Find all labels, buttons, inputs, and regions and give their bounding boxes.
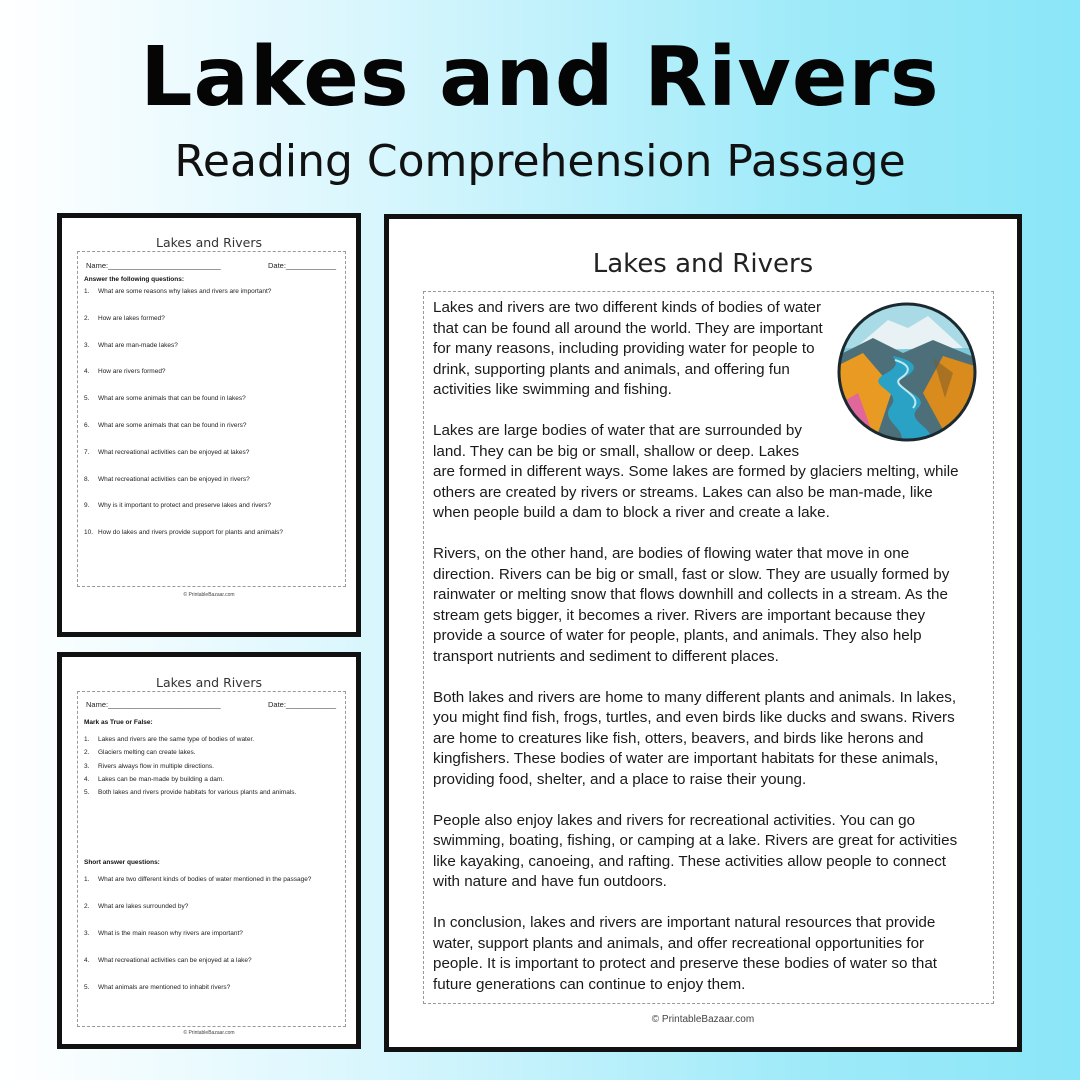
item-number: 2. [84, 749, 90, 757]
item-number: 1. [84, 736, 90, 743]
true-false-item [84, 763, 214, 770]
passage-paragraph: Rivers, on the other hand, are bodies of flowing water that move in one direction. Rivers can be big or small, fast or slow. They are usually formed by rainwater or melting snow that flows downhill and collects in a stream. As the stream gets bigger, it becomes a river. Rivers are important because they provide a source of water for people, plants, and animals. They also help transport nutrients and sediment to different places. [433, 545, 950, 665]
item-text: What recreational activities can be enjoyed at a lake? [98, 957, 252, 964]
item-number: 4. [84, 368, 90, 376]
item-text: Lakes and rivers are the same type of bodies of water. [98, 736, 255, 743]
short-answer-item [84, 957, 252, 964]
question-item [84, 529, 283, 536]
item-text: What are lakes surrounded by? [98, 903, 189, 910]
item-number: 8. [84, 475, 90, 483]
date-field-label: Date:____________ [268, 261, 336, 270]
question-item [84, 368, 166, 375]
true-false-item [84, 736, 254, 743]
short-answer-item [84, 930, 243, 937]
passage-paragraph: Both lakes and rivers are home to many different plants and animals. In lakes, you might find fish, frogs, turtles, and even birds like ducks and swans. Rivers are home to creatures like fish, otters, beavers, and birds like herons and kingfishers. These bodies of water are important habitats for these animals, providing food, shelter, and a place to raise their young. [433, 688, 957, 788]
item-number: 4. [84, 775, 90, 783]
passage-paragraph: In conclusion, lakes and rivers are important natural resources that provide water, support plants and animals, and offer recreational opportunities for people. It is important to protect and preserve these bodies of water so that future generations can continue to enjoy them. [433, 914, 938, 993]
passage-title: Lakes and Rivers [592, 249, 814, 279]
item-text: Glaciers melting can create lakes. [98, 749, 196, 757]
date-field-label: Date:____________ [268, 700, 336, 709]
item-text: How are lakes formed? [98, 314, 165, 322]
true-false-heading: Mark as True or False: [84, 719, 153, 726]
name-date-row [86, 261, 336, 270]
item-number: 1. [84, 876, 90, 883]
item-text: What recreational activities can be enjoyed in rivers? [98, 475, 250, 483]
item-number: 5. [84, 395, 90, 403]
short-answer-item [84, 876, 311, 883]
question-item [84, 395, 246, 402]
item-number: 2. [84, 903, 90, 910]
worksheet-footer: © PrintableBazaar.com [183, 1030, 235, 1036]
question-item [84, 476, 250, 483]
item-text: Both lakes and rivers provide habitats for various plants and animals. [98, 789, 297, 797]
name-date-row [86, 700, 336, 709]
item-text: Rivers always flow in multiple directions. [98, 762, 214, 770]
worksheet-footer: © PrintableBazaar.com [183, 592, 235, 598]
passage-body [433, 298, 973, 1016]
name-field-label: Name:___________________________ [86, 700, 221, 709]
item-text: What are two different kinds of bodies of water mentioned in the passage? [98, 876, 312, 883]
question-item [84, 315, 165, 322]
item-number: 4. [84, 957, 90, 964]
item-number: 2. [84, 314, 90, 322]
name-field-label: Name:___________________________ [86, 261, 221, 270]
item-text: How are rivers formed? [98, 368, 166, 376]
page-title: Lakes and Rivers [140, 30, 940, 125]
true-false-item [84, 749, 196, 756]
item-text: What are man-made lakes? [98, 341, 178, 349]
short-answer-item [84, 984, 230, 991]
questions-heading: Answer the following questions: [84, 276, 185, 283]
item-text: Why is it important to protect and preserve lakes and rivers? [98, 502, 272, 510]
item-text: What animals are mentioned to inhabit rivers? [98, 984, 231, 991]
item-number: 5. [84, 789, 90, 797]
short-answer-item [84, 903, 188, 910]
worksheet-questions-preview [57, 213, 361, 637]
item-text: What are some reasons why lakes and rivers are important? [98, 288, 272, 295]
question-item [84, 342, 178, 349]
item-number: 3. [84, 762, 90, 770]
item-number: 1. [84, 288, 90, 295]
page-subtitle: Reading Comprehension Passage [174, 136, 906, 187]
item-number: 6. [84, 422, 90, 429]
question-item [84, 288, 271, 295]
item-text: What is the main reason why rivers are important? [98, 930, 243, 937]
item-number: 10. [84, 529, 94, 537]
worksheet-frame [77, 251, 346, 587]
item-text: Lakes can be man-made by building a dam. [98, 775, 225, 783]
worksheet-true-false-preview [57, 652, 361, 1049]
item-number: 9. [84, 502, 90, 510]
worksheet-title: Lakes and Rivers [156, 675, 262, 690]
question-item [84, 449, 249, 456]
true-false-item [84, 776, 224, 783]
passage-paragraph: Lakes are large bodies of water that are surrounded by land. They can be big or small, shallow or deep. Lakes are formed in different ways. Some lakes are formed by glaciers melting, while others are created by rivers or streams. Lakes can also be man-made, like when people build a dam to block a river and create a lake. [433, 422, 959, 521]
worksheet-title: Lakes and Rivers [156, 235, 262, 250]
true-false-item [84, 789, 296, 796]
item-text: What recreational activities can be enjoyed at lakes? [98, 448, 250, 456]
item-text: What are some animals that can be found in rivers? [98, 422, 247, 429]
item-text: How do lakes and rivers provide support for plants and animals? [98, 529, 283, 537]
item-number: 3. [84, 341, 90, 349]
question-item [84, 422, 247, 429]
passage-paragraph: People also enjoy lakes and rivers for recreational activities. You can go swimming, boating, fishing, or camping at a lake. Rivers are great for activities like kayaking, canoeing, and rafting. These activities allow people to connect with nature and have fun outdoors. [433, 811, 958, 890]
item-number: 5. [84, 984, 90, 991]
question-item [84, 502, 271, 509]
passage-footer: © PrintableBazaar.com [651, 1014, 755, 1025]
item-number: 3. [84, 930, 90, 937]
short-answer-heading: Short answer questions: [84, 859, 160, 866]
river-valley-illustration-icon [833, 298, 981, 448]
item-text: What are some animals that can be found in lakes? [98, 395, 246, 403]
passage-paragraph: Lakes and rivers are two different kinds of bodies of water that can be found all around the world. They are important for many reasons, including providing water for people to drink, supporting plants and animals, and offering fun activities like swimming and fishing. [433, 299, 823, 398]
item-number: 7. [84, 448, 90, 456]
